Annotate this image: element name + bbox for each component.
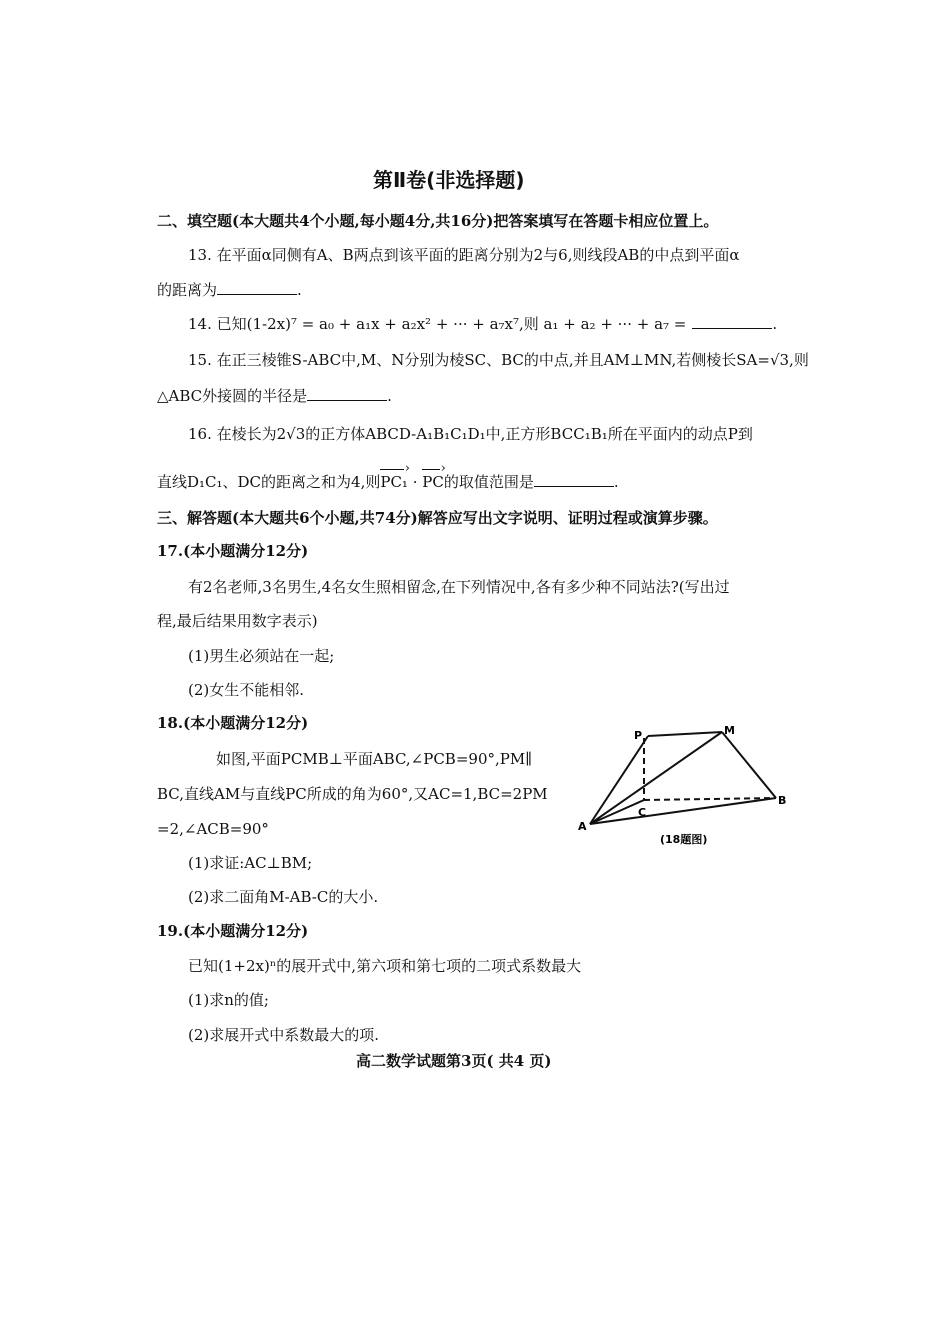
edge-ma: [590, 732, 722, 824]
edge-pm: [648, 732, 722, 736]
q13-line1: 13. 在平面α同侧有A、B两点到该平面的距离分别为2与6,则线段AB的中点到平面α: [188, 246, 740, 264]
geometry-figure: [572, 718, 802, 853]
label-m: M: [724, 724, 735, 737]
q15-line2: △ABC外接圆的半径是 .: [157, 387, 392, 405]
q16-text-b: 的取值范围是: [443, 473, 534, 491]
answer-blank: [534, 472, 614, 487]
vector-pc1: PC₁ ›: [380, 472, 408, 492]
q18-part1: (1)求证:AC⊥BM;: [188, 854, 313, 872]
q16-text-a: 直线D₁C₁、DC的距离之和为4,则: [157, 473, 381, 491]
q18-line1: 如图,平面PCMB⊥平面ABC,∠PCB=90°,PM∥: [216, 750, 533, 768]
q19-part2: (2)求展开式中系数最大的项.: [188, 1026, 380, 1044]
answer-blank: [307, 386, 387, 401]
q13-line2: 的距离为 .: [157, 281, 302, 299]
dot-operator: ·: [407, 473, 423, 491]
q17-heading: 17.(本小题满分12分): [157, 542, 309, 560]
label-a: A: [578, 820, 587, 833]
q18-line3: =2,∠ACB=90°: [157, 820, 269, 838]
page-title: 第Ⅱ卷(非选择题): [373, 168, 525, 192]
answer-blank: [692, 314, 772, 329]
q15-line1: 15. 在正三棱锥S-ABC中,M、N分别为棱SC、BC的中点,并且AM⊥MN,若侧棱长SA=√3,则: [188, 351, 809, 369]
label-c: C: [638, 806, 647, 819]
q19-line1: 已知(1+2x)ⁿ的展开式中,第六项和第七项的二项式系数最大: [188, 957, 582, 975]
q18-heading: 18.(本小题满分12分): [157, 714, 309, 732]
q18-part2: (2)求二面角M-AB-C的大小.: [188, 888, 379, 906]
section-3-heading: 三、解答题(本大题共6个小题,共74分)解答应写出文字说明、证明过程或演算步骤。: [157, 509, 718, 527]
q17-part1: (1)男生必须站在一起;: [188, 647, 335, 665]
q18-line2: BC,直线AM与直线PC所成的角为60°,又AC=1,BC=2PM: [157, 785, 548, 803]
q17-line1: 有2名老师,3名男生,4名女生照相留念,在下列情况中,各有多少种不同站法?(写出过: [188, 578, 730, 596]
page-footer: 高二数学试题第3页( 共4 页): [356, 1052, 552, 1070]
q19-heading: 19.(本小题满分12分): [157, 922, 309, 940]
label-b: B: [778, 794, 787, 807]
vector-pc: PC ›: [422, 472, 444, 492]
edge-cb-hidden: [644, 798, 776, 800]
label-p: P: [634, 729, 643, 742]
q17-line2: 程,最后结果用数字表示): [157, 612, 318, 630]
q15-text: △ABC外接圆的半径是: [157, 387, 308, 405]
answer-blank: [217, 280, 297, 295]
q16-line2: 直线D₁C₁、DC的距离之和为4,则PC₁ › · PC ›的取值范围是 .: [157, 472, 619, 492]
q14-line: 14. 已知(1-2x)⁷ = a₀ + a₁x + a₂x² + ··· + a₇x⁷,则 a₁ + a₂ + ··· + a₇ = .: [188, 315, 778, 333]
figure-caption: (18题图): [660, 833, 708, 846]
q17-part2: (2)女生不能相邻.: [188, 681, 305, 699]
q14-text: 14. 已知(1-2x)⁷ = a₀ + a₁x + a₂x² + ··· + a₇x⁷,则 a₁ + a₂ + ··· + a₇ =: [188, 315, 687, 333]
q16-line1: 16. 在棱长为2√3的正方体ABCD-A₁B₁C₁D₁中,正方形BCC₁B₁所在平面内的动点P到: [188, 425, 753, 443]
q19-part1: (1)求n的值;: [188, 991, 269, 1009]
section-2-heading: 二、填空题(本大题共4个小题,每小题4分,共16分)把答案填写在答题卡相应位置上。: [157, 212, 719, 230]
q13-text: 的距离为: [157, 281, 218, 299]
edge-mb: [722, 732, 776, 798]
